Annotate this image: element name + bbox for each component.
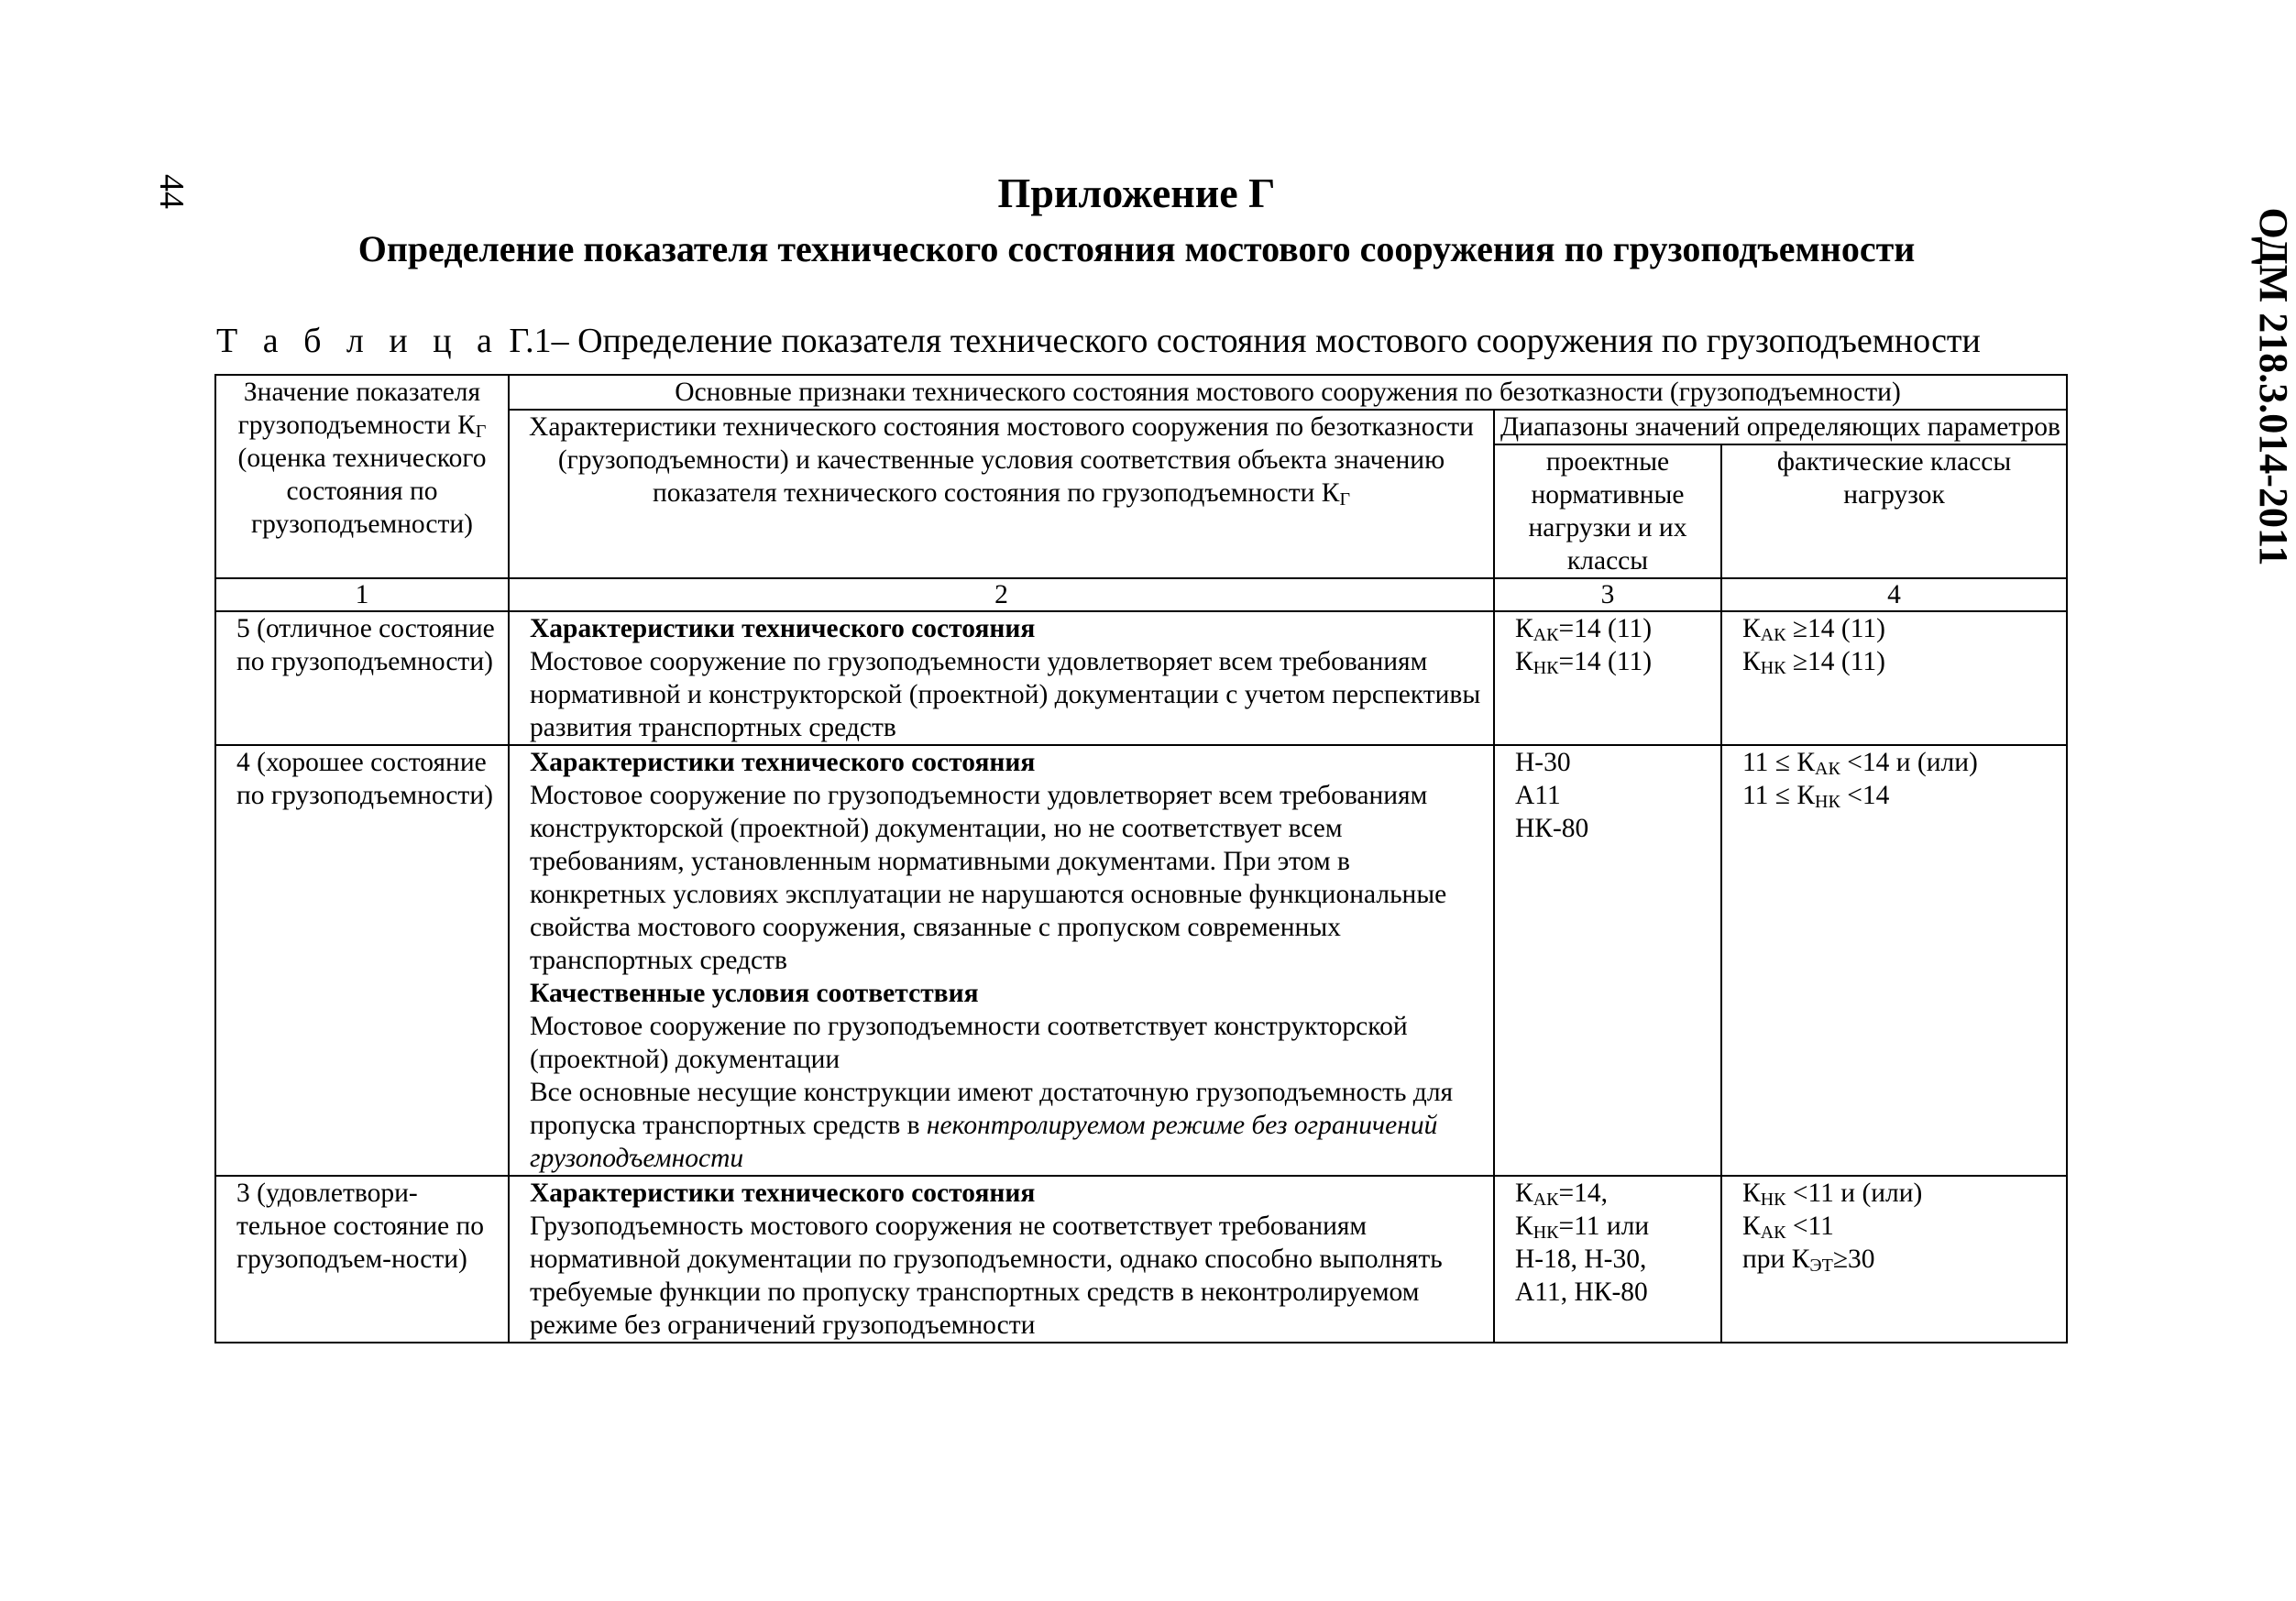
qualitative-text: Мостовое сооружение по грузоподъемности соответствует конструкторской (проектной) документации xyxy=(530,1012,1408,1074)
header-characteristics xyxy=(509,410,1494,578)
qualitative-text: Все основные несущие конструкции имеют достаточную грузоподъемность для пропуска транспортных средств в неконтролируемом режиме без ограничений грузоподъемности xyxy=(530,1078,1454,1173)
design-loads-cell xyxy=(1494,611,1721,745)
header-ranges: Диапазоны значений определяющих параметров xyxy=(1494,410,2067,444)
rating-cell: 3 (удовлетвори-тельное состояние по грузоподъем-ности) xyxy=(215,1176,509,1343)
characteristics-text: Грузоподъемность мостового сооружения не соответствует требованиям нормативной документации по грузоподъемности, однако способно выполнять требуемые функции по пропуску транспортных средств в неконтролируемом режиме без ограничений грузоподъемности xyxy=(530,1212,1443,1340)
actual-value: $11 \le К_{АК} <14$ и (или) xyxy=(1742,748,1978,779)
column-number: 4 xyxy=(1721,578,2067,611)
design-value: А11, НК-80 xyxy=(1515,1278,1648,1307)
header-characteristics-label: Характеристики технического состояния мостового сооружения по безотказности (грузоподъемности) и качественные условия соответствия объекта значению показателя технического состояния по грузоподъемности К xyxy=(529,412,1474,508)
actual-value: при $К_{ЭТ}\ge 30$ xyxy=(1742,1245,1875,1276)
design-value: $К_{АК}=14$ (11) xyxy=(1515,614,1653,645)
actual-value: $11 \le К_{НК} <14$ xyxy=(1742,781,1890,812)
design-value: $К_{НК}=14$ (11) xyxy=(1515,647,1653,678)
actual-value: $К_{НК} \ge 14$ (11) xyxy=(1742,647,1885,678)
design-value: А11 xyxy=(1515,781,1561,810)
design-value: $К_{НК}=11$ или xyxy=(1515,1212,1650,1243)
actual-classes-cell xyxy=(1721,745,2067,1176)
document-code: ОДМ 218.3.014-2011 xyxy=(2251,207,2296,566)
characteristics-cell xyxy=(509,745,1494,1176)
appendix-title: Приложение Г xyxy=(997,170,1276,216)
header-actual-classes: фактические классы нагрузок xyxy=(1721,444,2067,578)
header-rating-label: Значение показателя грузоподъемности К xyxy=(237,378,481,440)
header-rating-sub: Г xyxy=(475,422,487,442)
table-row xyxy=(215,1176,2067,1343)
table-caption-prefix: Т а б л и ц а xyxy=(216,322,500,360)
actual-value: $К_{АК} <11$ xyxy=(1742,1212,1834,1243)
column-number: 2 xyxy=(509,578,1494,611)
page-number: 44 xyxy=(152,174,191,209)
characteristics-text: Мостовое сооружение по грузоподъемности удовлетворяет всем требованиям конструкторской (проектной) документации, но не соответствует всем требованиям, установленным нормативными документами. При этом в конкретных условиях эксплуатации не нарушаются основные функциональные свойства мостового сооружения, связанные с пропуском современных транспортных средств xyxy=(530,781,1447,975)
column-number: 1 xyxy=(215,578,509,611)
actual-value: $К_{НК} <11$ и (или) xyxy=(1742,1179,1923,1210)
design-value: $К_{АК}=14$, xyxy=(1515,1179,1608,1210)
table-caption-text: – Определение показателя технического состояния мостового сооружения по грузоподъемности xyxy=(551,322,1981,360)
design-value: Н-18, Н-30, xyxy=(1515,1245,1647,1274)
characteristics-text: Мостовое сооружение по грузоподъемности удовлетворяет всем требованиям нормативной и конструкторской (проектной) документации с учетом перспективы развития транспортных средств xyxy=(530,647,1481,742)
table-row xyxy=(215,745,2067,1176)
table-caption-number: Г.1 xyxy=(509,322,552,360)
load-capacity-table xyxy=(214,374,2068,1343)
characteristics-cell xyxy=(509,1176,1494,1343)
design-value: Н-30 xyxy=(1515,748,1571,777)
characteristics-heading: Характеристики технического состояния xyxy=(530,614,1036,643)
design-loads-cell xyxy=(1494,745,1721,1176)
actual-classes-cell xyxy=(1721,611,2067,745)
header-characteristics-sub: Г xyxy=(1339,489,1351,510)
header-design-loads: проектные нормативные нагрузки и их классы xyxy=(1494,444,1721,578)
characteristics-heading: Характеристики технического состояния xyxy=(530,748,1036,777)
design-value: НК-80 xyxy=(1515,814,1589,843)
design-loads-cell xyxy=(1494,1176,1721,1343)
characteristics-heading: Характеристики технического состояния xyxy=(530,1179,1036,1208)
characteristics-cell xyxy=(509,611,1494,745)
column-number-row xyxy=(215,578,2067,611)
qualitative-heading: Качественные условия соответствия xyxy=(530,979,979,1008)
rating-cell: 5 (отличное состояние по грузоподъемности) xyxy=(215,611,509,745)
appendix-subtitle: Определение показателя технического состояния мостового сооружения по грузоподъемности xyxy=(357,228,1916,269)
actual-classes-cell xyxy=(1721,1176,2067,1343)
header-row-1 xyxy=(215,375,2067,410)
header-rating xyxy=(215,375,509,578)
actual-value: $К_{АК} \ge 14$ (11) xyxy=(1742,614,1885,645)
header-main-signs: Основные признаки технического состояния мостового сооружения по безотказности (грузоподъемности) xyxy=(509,375,2067,410)
rating-cell: 4 (хорошее состояние по грузоподъемности) xyxy=(215,745,509,1176)
column-number: 3 xyxy=(1494,578,1721,611)
header-rating-tail: (оценка технического состояния по грузоподъемности) xyxy=(237,444,487,539)
table-row xyxy=(215,611,2067,745)
table-caption xyxy=(216,323,2068,361)
